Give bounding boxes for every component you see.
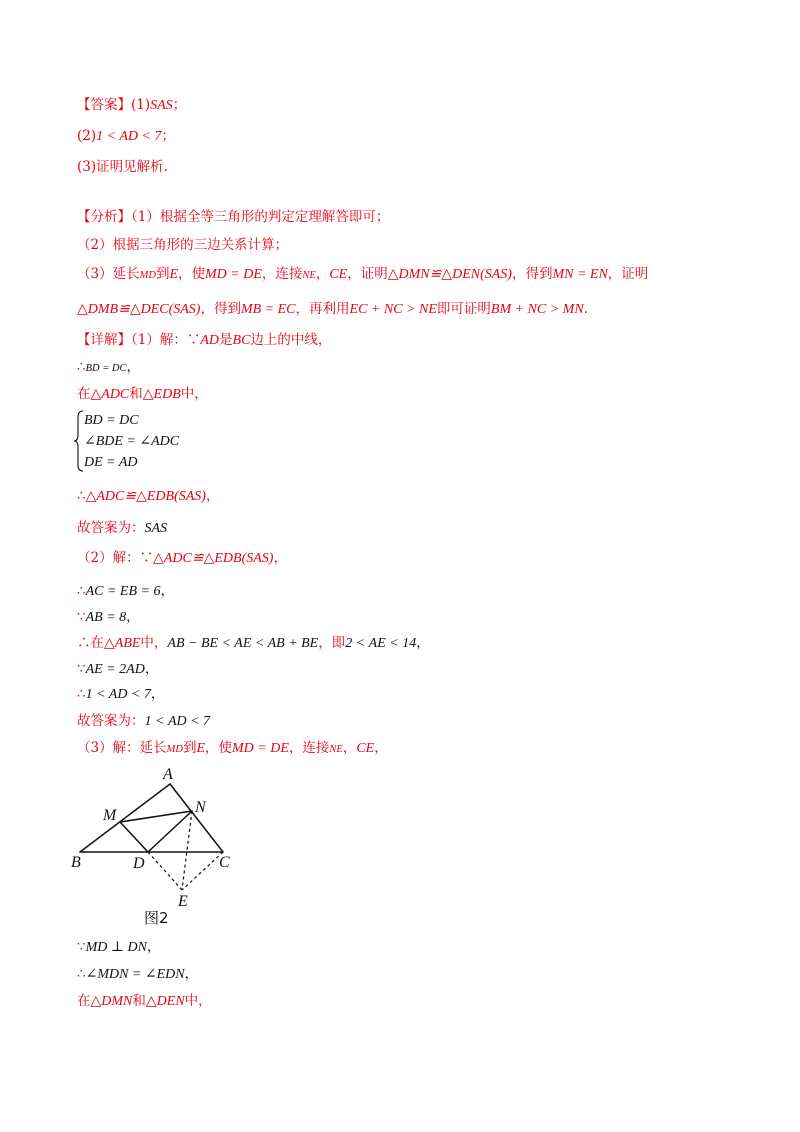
analysis-tag: 【分析】 [77,209,131,225]
analysis-line-3: （3）延长MD到E，使MD = DE，连接NE，CE，证明△DMN≌△DEN(SAS)，得到MN = EN，证明 [77,266,649,282]
segment-NE [182,811,192,890]
detail-line-2: ∴BD = DC， [77,359,141,375]
label-B: B [71,854,81,871]
math-expression: 1 < AD < 7 [96,129,162,144]
system-eq-2: ∠BDE = ∠ADC [84,434,180,449]
detail-line-15: ∴∠MDN = ∠EDN， [77,966,199,982]
detail-line-11: ∴1 < AD < 7， [77,686,165,702]
detail-line-5: 故答案为：SAS [77,520,168,536]
answer-tag: 【答案】 [77,97,131,113]
segment-CE [182,852,223,890]
detail-line-7: ∴AC = EB = 6， [77,583,174,599]
label-D: D [133,855,145,872]
segment-DE [148,852,182,890]
detail-line-12: 故答案为：1 < AD < 7 [77,713,211,729]
detail-line-10: ∵AE = 2AD， [77,661,159,677]
label-C: C [219,854,230,871]
label-A: A [163,766,173,783]
analysis-line-4: △DMB≌△DEC(SAS)，得到MB = EC，再利用EC + NC > NE即可证明BM + NC > MN. [77,301,588,317]
answer-line-1: 【答案】(1)SAS； [77,97,187,113]
detail-line-8: ∵AB = 8， [77,609,140,625]
detail-tag: 【详解】 [77,332,131,348]
detail-line-1: 【详解】（1）解：∵AD是BC边上的中线， [77,332,332,348]
detail-line-16: 在△DMN和△DEN中， [77,993,212,1009]
segment-AC [170,784,223,852]
label-E: E [178,893,188,907]
label-N: N [195,799,206,816]
analysis-line-2: （2）根据三角形的三边关系计算； [77,237,289,253]
detail-line-6: （2）解：∵△ADC≌△EDB(SAS)， [77,550,287,566]
label-M: M [103,807,117,824]
segment-MD [120,822,148,852]
system-eq-3: DE = AD [84,455,138,470]
segment-BA [80,784,170,852]
detail-line-13: （3）解：延长MD到E，使MD = DE，连接NE，CE， [77,740,388,756]
figure-caption: 图2 [144,909,169,927]
answer-line-3: (3)证明见解析. [77,159,168,175]
detail-line-3: 在△ADC和△EDB中， [77,386,208,402]
detail-line-14: ∵MD ⊥ DN， [77,939,161,955]
system-eq-1: BD = DC [84,413,139,428]
detail-line-4: ∴△ADC≌△EDB(SAS)， [77,488,220,504]
geometry-figure [60,762,240,907]
analysis-line-1: 【分析】（1）根据全等三角形的判定定理解答即可； [77,209,390,225]
detail-line-9: ∴在△ABE中，AB − BE < AE < AB + BE，即2 < AE < 14， [77,635,430,651]
math-expression: SAS [150,98,173,113]
answer-line-2: (2)1 < AD < 7； [77,128,175,144]
